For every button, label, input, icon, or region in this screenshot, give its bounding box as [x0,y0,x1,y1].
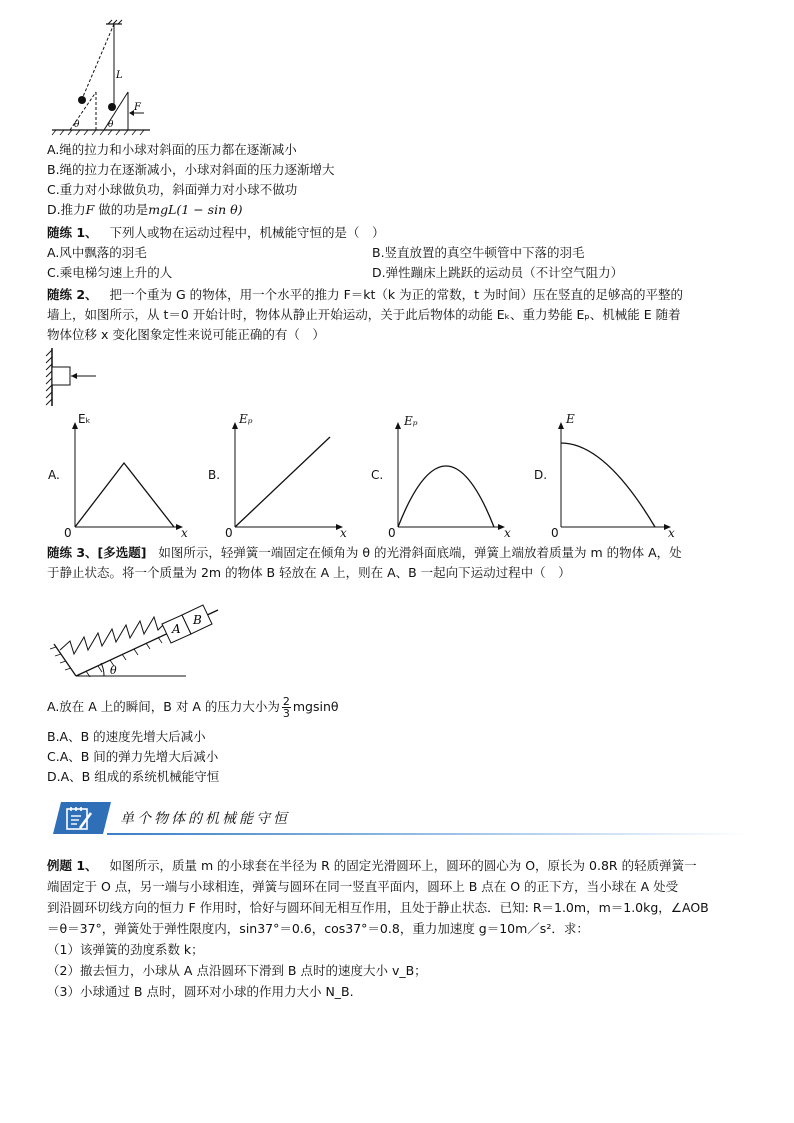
fraction-denominator: 3 [282,707,290,720]
ex2-label: 随练 2、 [47,287,98,302]
ex3-option-a [47,696,339,719]
graph-c-option: C. [371,468,384,482]
ex2-text1: 把一个重为 G 的物体，用一个水平的推力 F＝kt（k 为正的常数，t 为时间）压在竖直的足够高的平整的 [109,287,684,302]
ex3-option-c: C.A、B 间的弹力先增大后减小 [47,749,219,764]
graph-c-ylabel: Eₚ [404,414,418,428]
example1-q1: （1）该弹簧的劲度系数 k； [47,942,204,957]
graph-b-origin: 0 [225,526,233,540]
angle-label-left: θ [74,120,80,130]
graph-d-ylabel: E [566,412,575,426]
graph-c [398,425,502,527]
ex1-stem: 下列人或物在运动过程中，机械能守恒的是（ ） [109,225,385,240]
option-b: B.绳的拉力在逐渐减小，小球对斜面的压力逐渐增大 [47,162,335,177]
ex3-text1: 如图所示，轻弹簧一端固定在倾角为 θ 的光滑斜面底端，弹簧上端放着质量为 m 的物体 A，处 [158,545,682,560]
two-thirds-fraction [282,696,291,719]
graph-b-ylabel: Eₚ [239,412,253,426]
example1-text1: 如图所示，质量 m 的小球套在半径为 R 的固定光滑圆环上，圆环的圆心为 O，原长为 0.8R 的轻质弹簧一 [109,858,697,873]
ex2-line3: 物体位移 x 变化图象定性来说可能正确的有（ ） [47,327,325,342]
section-title: 单个物体的机械能守恒 [120,811,290,827]
ex3-label: 随练 3、[多选题] [47,545,147,560]
option-d-prefix: D.推力 [47,202,86,217]
example1-line4: ＝θ＝37°，弹簧处于弹性限度内，sin37°＝0.6，cos37°＝0.8，重力加速度 g＝10m／s²．求： [47,921,589,936]
block-b-label: B [193,613,202,627]
graph-a-xlabel: x [181,526,188,540]
graph-a [75,425,180,527]
graph-b-option: B. [208,468,221,482]
example1-label: 例题 1、 [47,858,98,873]
example1-line3: 到沿圆环切线方向的恒力 F 作用时，恰好与圆环间无相互作用，且处于静止状态．已知: R＝1.0m，m＝1.0kg，∠AOB [47,900,709,915]
block-a-label: A [172,622,181,636]
graph-d-option: D. [534,468,548,482]
option-d [47,201,243,219]
ex1-option-b: B.竖直放置的真空牛顿管中下落的羽毛 [372,245,585,260]
graph-a-ylabel: Eₖ [78,412,91,426]
example1-line2: 端固定于 O 点，另一端与小球相连，弹簧与圆环在同一竖直平面内，圆环上 B 点在 O 的正下方，当小球在 A 处受 [47,879,679,894]
ex3-line1 [47,544,682,562]
graph-d [561,425,668,527]
ex1-option-c: C.乘电梯匀速上升的人 [47,265,173,280]
example1-line1 [47,857,697,875]
ex3-option-b: B.A、B 的速度先增大后减小 [47,729,206,744]
graph-c-curve [398,466,494,527]
incline-angle-label: θ [110,664,117,677]
graph-a-curve [75,463,174,527]
example1-q2: （2）撤去恒力，小球从 A 点沿圆环下滑到 B 点时的速度大小 v_B； [47,963,427,978]
example1-q3: （3）小球通过 B 点时，圆环对小球的作用力大小 N_B. [47,984,354,999]
option-c: C.重力对小球做负功，斜面弹力对小球不做功 [47,182,298,197]
graph-a-origin: 0 [64,526,72,540]
graph-c-xlabel: x [504,526,511,540]
graph-b-curve [235,437,330,527]
incline-pendulum-figure [48,18,158,136]
ex2-line2: 墙上，如图所示，从 t＝0 开始计时，物体从静止开始运动，关于此后物体的动能 Eₖ、重力势能 Eₚ、机械能 E 随着 [47,307,681,322]
option-d-formula: mgL(1 − sin θ) [148,202,243,217]
ex3-line2: 于静止状态。将一个质量为 2m 的物体 B 轻放在 A 上，则在 A、B 一起向下运动过程中（ ） [47,565,571,580]
graph-a-option: A. [48,468,60,482]
spring-incline-figure [46,588,226,688]
ex2-line1 [47,286,683,304]
ex1-option-a: A.风中飘落的羽毛 [47,245,147,260]
wall-block-figure [40,348,100,408]
graph-d-origin: 0 [551,526,559,540]
ex3-option-a-suffix: mgsinθ [292,699,339,714]
ex3-option-a-prefix: A.放在 A 上的瞬间，B 对 A 的压力大小为 [47,699,280,714]
ex1-label: 随练 1、 [47,225,98,240]
energy-graphs [40,405,760,540]
ex1-option-d: D.弹性蹦床上跳跃的运动员（不计空气阻力） [372,265,624,280]
option-d-mid: 做的功是 [94,202,149,217]
graph-d-xlabel: x [668,526,675,540]
length-label: L [116,70,123,81]
fraction-numerator: 2 [282,695,290,708]
graph-b [235,425,340,527]
graph-c-origin: 0 [388,526,396,540]
force-label: F [134,102,141,113]
ex3-option-d: D.A、B 组成的系统机械能守恒 [47,769,220,784]
graph-d-curve [561,443,655,527]
ex1-stem-line [47,224,385,242]
option-d-var: F [85,202,95,217]
graph-b-xlabel: x [340,526,347,540]
option-a: A.绳的拉力和小球对斜面的压力都在逐渐减小 [47,142,297,157]
angle-label-right: θ [108,120,114,130]
